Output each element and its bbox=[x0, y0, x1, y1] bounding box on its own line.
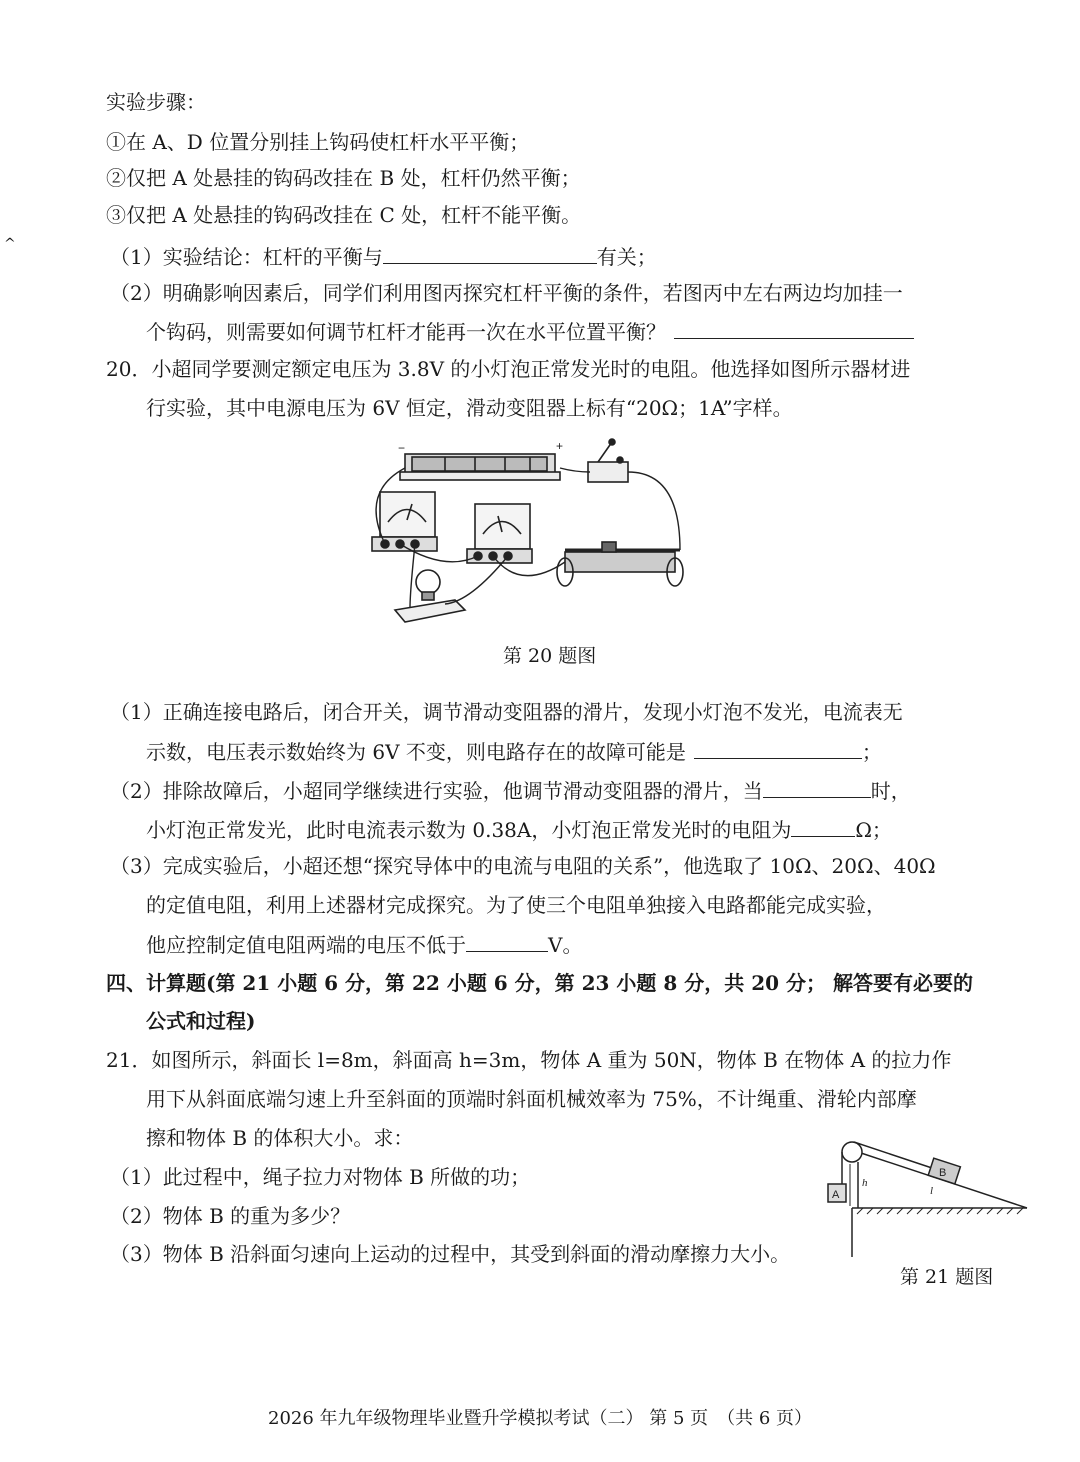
q20-part2-end1: 时， bbox=[870, 779, 911, 803]
q19-part2-line1: （2）明确影响因素后，同学们利用图丙探究杠杆平衡的条件，若图丙中左右两边均加挂一 bbox=[110, 281, 903, 305]
q20-part2-end2: Ω； bbox=[855, 818, 892, 842]
lamp-icon bbox=[395, 570, 465, 622]
q19-part2-text: 个钩码，则需要如何调节杠杆才能再一次在水平位置平衡？ bbox=[146, 320, 666, 344]
q20-part3-line1: （3）完成实验后，小超还想“探究导体中的电流与电阻的关系”，他选取了 10Ω、20Ω、40Ω bbox=[110, 854, 936, 878]
q20-stem-line2: 行实验，其中电源电压为 6V 恒定，滑动变阻器上标有“20Ω；1A”字样。 bbox=[146, 396, 793, 420]
q20-part3-end: V。 bbox=[548, 933, 583, 957]
q20-part1-text: 示数，电压表示数始终为 6V 不变，则电路存在的故障可能是 bbox=[146, 740, 686, 764]
q19-part2-line2 bbox=[146, 316, 914, 346]
fig-label-A: A bbox=[832, 1189, 840, 1201]
q20-circuit-figure bbox=[350, 432, 700, 632]
battery-icon bbox=[400, 454, 560, 480]
section4-heading-line1: 四、计算题(第 21 小题 6 分，第 22 小题 6 分，第 23 小题 8 分，共 20 分； 解答要有必要的 bbox=[106, 971, 973, 995]
q21-part3: （3）物体 B 沿斜面匀速向上运动的过程中，其受到斜面的滑动摩擦力大小。 bbox=[110, 1242, 791, 1266]
q21-stem-line1: 21．如图所示，斜面长 l=8m，斜面高 h=3m，物体 A 重为 50N，物体 B 在物体 A 的拉力作 bbox=[106, 1048, 952, 1072]
q20-part2-line1 bbox=[110, 775, 911, 805]
q20-part2-text1: （2）排除故障后，小超同学继续进行实验，他调节滑动变阻器的滑片，当 bbox=[110, 779, 763, 803]
q20-part3-line2: 的定值电阻，利用上述器材完成探究。为了使三个电阻单独接入电路都能完成实验， bbox=[146, 893, 886, 917]
q20-part1-blank[interactable] bbox=[694, 736, 862, 759]
q21-figure-caption: 第 21 题图 bbox=[900, 1266, 994, 1288]
q20-part1-line2 bbox=[146, 736, 882, 766]
voltmeter-icon bbox=[467, 504, 532, 563]
q19-part1-blank[interactable] bbox=[383, 241, 597, 264]
q19-part1 bbox=[110, 241, 657, 271]
rheostat-icon bbox=[557, 542, 683, 586]
q19-part1-text: （1）实验结论：杠杆的平衡与 bbox=[110, 245, 383, 269]
margin-mark: ^ bbox=[4, 236, 16, 252]
q21-part2: （2）物体 B 的重为多少？ bbox=[110, 1204, 351, 1228]
step-1: ①在 A、D 位置分别挂上钩码使杠杆水平平衡； bbox=[106, 130, 530, 154]
q19-part1-end: 有关； bbox=[596, 245, 657, 269]
q20-part1-end: ； bbox=[861, 740, 882, 764]
q20-part3-blank[interactable] bbox=[466, 929, 548, 952]
q20-part3-line3 bbox=[146, 929, 582, 959]
q20-part2-blank1[interactable] bbox=[763, 775, 871, 798]
q21-incline-figure bbox=[812, 1132, 1037, 1262]
battery-minus-label: − bbox=[398, 441, 406, 455]
q20-figure-caption: 第 20 题图 bbox=[503, 645, 597, 667]
q20-part1-line1: （1）正确连接电路后，闭合开关，调节滑动变阻器的滑片，发现小灯泡不发光，电流表无 bbox=[110, 700, 903, 724]
step-3: ③仅把 A 处悬挂的钩码改挂在 C 处，杠杆不能平衡。 bbox=[106, 203, 582, 227]
fig-label-B: B bbox=[939, 1167, 947, 1179]
q21-stem-line3: 擦和物体 B 的体积大小。求： bbox=[146, 1126, 414, 1150]
section4-heading-line2: 公式和过程) bbox=[146, 1009, 256, 1033]
q20-stem-line1: 20．小超同学要测定额定电压为 3.8V 的小灯泡正常发光时的电阻。他选择如图所示器材进 bbox=[106, 357, 911, 381]
q20-part2-blank2[interactable] bbox=[791, 814, 855, 837]
fig-label-l: l bbox=[930, 1185, 934, 1197]
steps-heading: 实验步骤： bbox=[106, 90, 206, 114]
step-2: ②仅把 A 处悬挂的钩码改挂在 B 处，杠杆仍然平衡； bbox=[106, 166, 581, 190]
q21-stem-line2: 用下从斜面底端匀速上升至斜面的顶端时斜面机械效率为 75%，不计绳重、滑轮内部摩 bbox=[146, 1087, 917, 1111]
q20-part3-text: 他应控制定值电阻两端的电压不低于 bbox=[146, 933, 466, 957]
q20-part2-line2 bbox=[146, 814, 892, 844]
ammeter-icon bbox=[372, 492, 437, 551]
battery-plus-label: + bbox=[556, 439, 564, 453]
q21-part1: （1）此过程中，绳子拉力对物体 B 所做的功； bbox=[110, 1165, 531, 1189]
fig-label-h: h bbox=[862, 1177, 868, 1189]
q19-part2-blank[interactable] bbox=[674, 316, 914, 339]
switch-icon bbox=[588, 439, 628, 482]
q20-part2-text2: 小灯泡正常发光，此时电流表示数为 0.38A，小灯泡正常发光时的电阻为 bbox=[146, 818, 792, 842]
page-footer: 2026 年九年级物理毕业暨升学模拟考试（二） 第 5 页 （共 6 页） bbox=[268, 1408, 813, 1429]
